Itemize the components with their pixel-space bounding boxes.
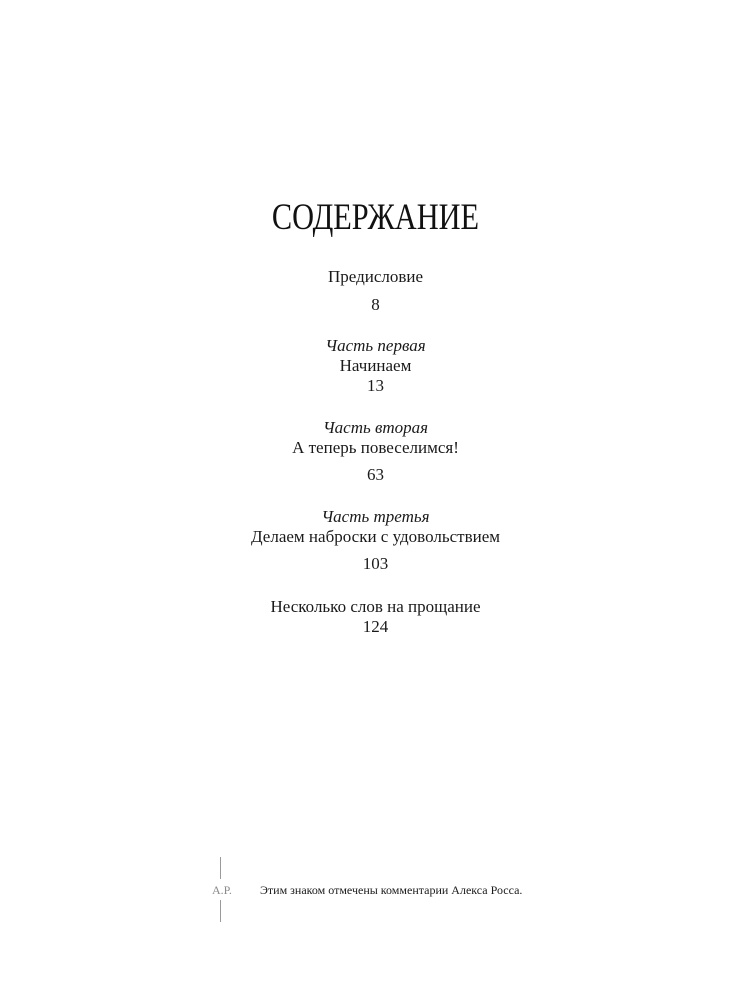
footnote-bar-bottom xyxy=(220,900,221,922)
toc-part3-page: 103 xyxy=(362,554,389,573)
footnote-text: Этим знаком отмечены комментарии Алекса Росса. xyxy=(260,883,523,897)
toc-part1-page: 13 xyxy=(367,376,384,395)
toc-preface-page: 8 xyxy=(371,295,380,314)
toc-part1-label: Начинаем xyxy=(339,356,412,375)
page-title: СОДЕРЖАНИЕ xyxy=(271,197,480,238)
toc-part2-page: 63 xyxy=(367,465,384,484)
toc-farewell-page: 124 xyxy=(362,617,389,636)
toc-farewell-label: Несколько слов на прощание xyxy=(270,597,481,616)
footnote-bar-top xyxy=(220,857,221,879)
toc-part1-heading: Часть первая xyxy=(325,336,426,355)
toc-preface-label: Предисловие xyxy=(327,267,424,286)
toc-part2-heading: Часть вторая xyxy=(322,418,429,437)
toc-part3-label: Делаем наброски с удовольствием xyxy=(251,527,500,546)
toc-part2-label: А теперь повеселимся! xyxy=(292,438,459,457)
footnote-marker: А.Р. xyxy=(212,883,232,897)
toc-part3-heading: Часть третья xyxy=(321,507,430,526)
